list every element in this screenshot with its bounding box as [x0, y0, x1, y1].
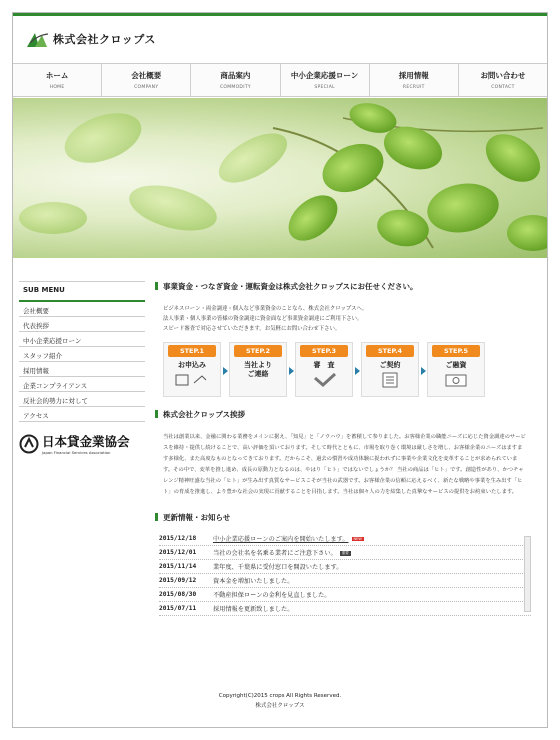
greeting-heading: 株式会社クロップス挨拶 — [155, 409, 535, 420]
news-text — [213, 590, 531, 599]
nav-label: 商品案内 — [220, 71, 251, 80]
footer — [13, 691, 547, 711]
news-title: 中小企業応援ローンのご案内を開始いたします。 — [213, 536, 349, 543]
step-tag: STEP.2 — [234, 345, 282, 357]
association-logo-icon — [19, 434, 39, 454]
step-name: お申込み — [178, 361, 206, 369]
page — [12, 12, 548, 728]
checkmark-icon — [296, 372, 352, 392]
news-badge: NEW — [353, 537, 362, 541]
sidebar-item[interactable]: 代表挨拶 — [19, 317, 145, 332]
nav-item-home[interactable] — [13, 64, 102, 96]
news-date: 2015/11/14 — [159, 563, 197, 570]
news-date: 2015/07/11 — [159, 605, 197, 612]
sidebar-item[interactable]: 採用情報 — [19, 362, 145, 377]
site-logo[interactable] — [27, 31, 156, 47]
news-date: 2015/08/30 — [159, 591, 197, 598]
news-row[interactable] — [159, 532, 531, 546]
news-row — [159, 588, 531, 602]
sidebar — [19, 281, 145, 455]
step-name: ご融資 — [445, 361, 467, 369]
hero-leaves-image — [13, 98, 547, 258]
global-nav — [13, 63, 547, 97]
nav-sublabel: COMMODITY — [219, 85, 251, 90]
step-tag: STEP.4 — [366, 345, 414, 357]
footer-company: 株式会社クロップス — [255, 703, 305, 709]
nav-item-contact[interactable] — [459, 64, 547, 96]
contract-document-icon — [362, 372, 418, 392]
association-subtitle: Japan Financial Services Association — [42, 450, 111, 455]
intro-text — [155, 304, 535, 334]
step-card — [361, 342, 419, 397]
nav-item-recruit[interactable] — [370, 64, 459, 96]
intro-line: 法人事業・個人事業の皆様の資金調達に資金面など事業資金調達にご利用下さい。 — [163, 316, 363, 322]
nav-label: 会社概要 — [131, 71, 162, 80]
news-row — [159, 602, 531, 616]
nav-label: ホーム — [45, 71, 69, 80]
sidebar-item[interactable]: 中小企業応援ローン — [19, 332, 145, 347]
news-badge: 重要 — [341, 550, 349, 555]
intro-line: スピード審査で対応させていただきます。お気軽にお問い合わせ下さい。 — [163, 326, 341, 332]
intro-line: ビジネスローン・両金調達・個入など事業資金のことなら、株式会社クロップスへ。 — [163, 306, 368, 312]
nav-label: 採用情報 — [398, 71, 429, 80]
news-scrollbar[interactable] — [524, 536, 531, 612]
news-date: 2015/12/18 — [159, 535, 197, 542]
association-banner[interactable] — [19, 432, 145, 455]
step-card — [163, 342, 221, 397]
news-list — [155, 532, 531, 616]
sidebar-item[interactable]: スタッフ紹介 — [19, 347, 145, 362]
step-name: 当社より ご連絡 — [244, 361, 272, 378]
nav-sublabel: CONTACT — [491, 85, 515, 90]
step-tag: STEP.5 — [432, 345, 480, 357]
nav-sublabel: HOME — [49, 85, 65, 90]
copyright-text: Copyright(C)2015 crops All Rights Reserved. — [218, 693, 342, 699]
top-accent-line — [13, 13, 547, 16]
nav-label: お問い合わせ — [480, 71, 526, 80]
nav-item-commodity[interactable] — [191, 64, 280, 96]
step-arrow-icon — [421, 367, 426, 375]
money-bill-icon — [428, 372, 484, 392]
logo-text: 株式会社クロップス — [53, 33, 156, 46]
logo-leaf-icon — [27, 31, 49, 47]
nav-sublabel: COMPANY — [134, 85, 159, 90]
sidebar-item[interactable]: アクセス — [19, 407, 145, 422]
sidebar-item[interactable]: 会社概要 — [19, 302, 145, 317]
news-heading: 更新情報・お知らせ — [155, 512, 535, 523]
step-card — [229, 342, 287, 397]
sidebar-item[interactable]: 企業コンプライアンス — [19, 377, 145, 392]
nav-item-special[interactable] — [281, 64, 370, 96]
news-text — [213, 548, 531, 557]
step-card — [295, 342, 353, 397]
news-text[interactable] — [213, 534, 531, 543]
nav-label: 中小企業応援ローン — [290, 71, 359, 80]
association-title: 日本貸金業協会 — [42, 434, 130, 449]
application-form-icon — [164, 372, 220, 391]
step-arrow-icon — [223, 367, 228, 375]
nav-item-company[interactable] — [102, 64, 191, 96]
news-row — [159, 560, 531, 574]
step-name: 審 査 — [313, 361, 335, 369]
news-text — [213, 604, 531, 613]
sidebar-heading: SUB MENU — [19, 281, 145, 302]
news-title: 採用情報を更新致しました。 — [213, 606, 294, 613]
news-text — [213, 562, 531, 571]
news-title: 当社の会社名を名乗る業者にご注意下さい。 — [213, 550, 337, 557]
hero-image — [13, 98, 547, 258]
nav-sublabel: SPECIAL — [314, 85, 335, 90]
main-content — [155, 281, 535, 616]
lead-heading: 事業資金・つなぎ資金・運転資金は株式会社クロップスにお任せください。 — [155, 281, 535, 292]
step-arrow-icon — [355, 367, 360, 375]
news-row — [159, 546, 531, 560]
step-tag: STEP.1 — [168, 345, 216, 357]
news-row — [159, 574, 531, 588]
news-date: 2015/12/01 — [159, 549, 197, 556]
greeting-body: 当社は創業以来、金融に関わる業務をメインに据え、「知見」と「ノウハウ」を蓄積して参りました。お客様企業の職能ニーズに応じた資金調達のサービスを維持・提供し続けることで、高い評価を頂いております。そして時代とともに、市場を取り巻く環境は厳しさを増し、お客様企業のニーズはますます多様化、また高度なものとなってきております。だからこそ、過去の慣習や成功体験に捉われずに事業や企業文化を変革することが求められています。その中で、変革を推し進め、成長の原動力となるのは、やはり「ヒト」ではないでしょうか？ 当社の商品は「ヒト」です。創造性があり、かつチャレンジ精神旺盛な当社の「ヒト」が生み出す真質なサービスこそが当社の武器です。お客様企業の信頼に応えるべく、新たな戦略や事業を生み出す「ヒト」の育成を推進し、より豊かな社会の実現に貢献することを目指します。当社は個々人の力を結集した真摯なサービスの提供をお約束いたします。 — [163, 434, 526, 495]
step-card — [427, 342, 485, 397]
step-arrow-icon — [289, 367, 294, 375]
news-title: 業年度、千葉県に受付窓口を開設いたします。 — [213, 564, 343, 571]
news-title: 不動産担保ローンの金利を見直しました。 — [213, 592, 331, 599]
news-title: 資本金を増加いたしました。 — [213, 578, 294, 585]
news-text — [213, 576, 531, 585]
process-steps — [155, 342, 535, 397]
nav-sublabel: RECRUIT — [402, 85, 425, 90]
step-tag: STEP.3 — [300, 345, 348, 357]
news-date: 2015/09/12 — [159, 577, 197, 584]
step-name: ご契約 — [379, 361, 401, 369]
sidebar-item[interactable]: 反社会的勢力に対して — [19, 392, 145, 407]
